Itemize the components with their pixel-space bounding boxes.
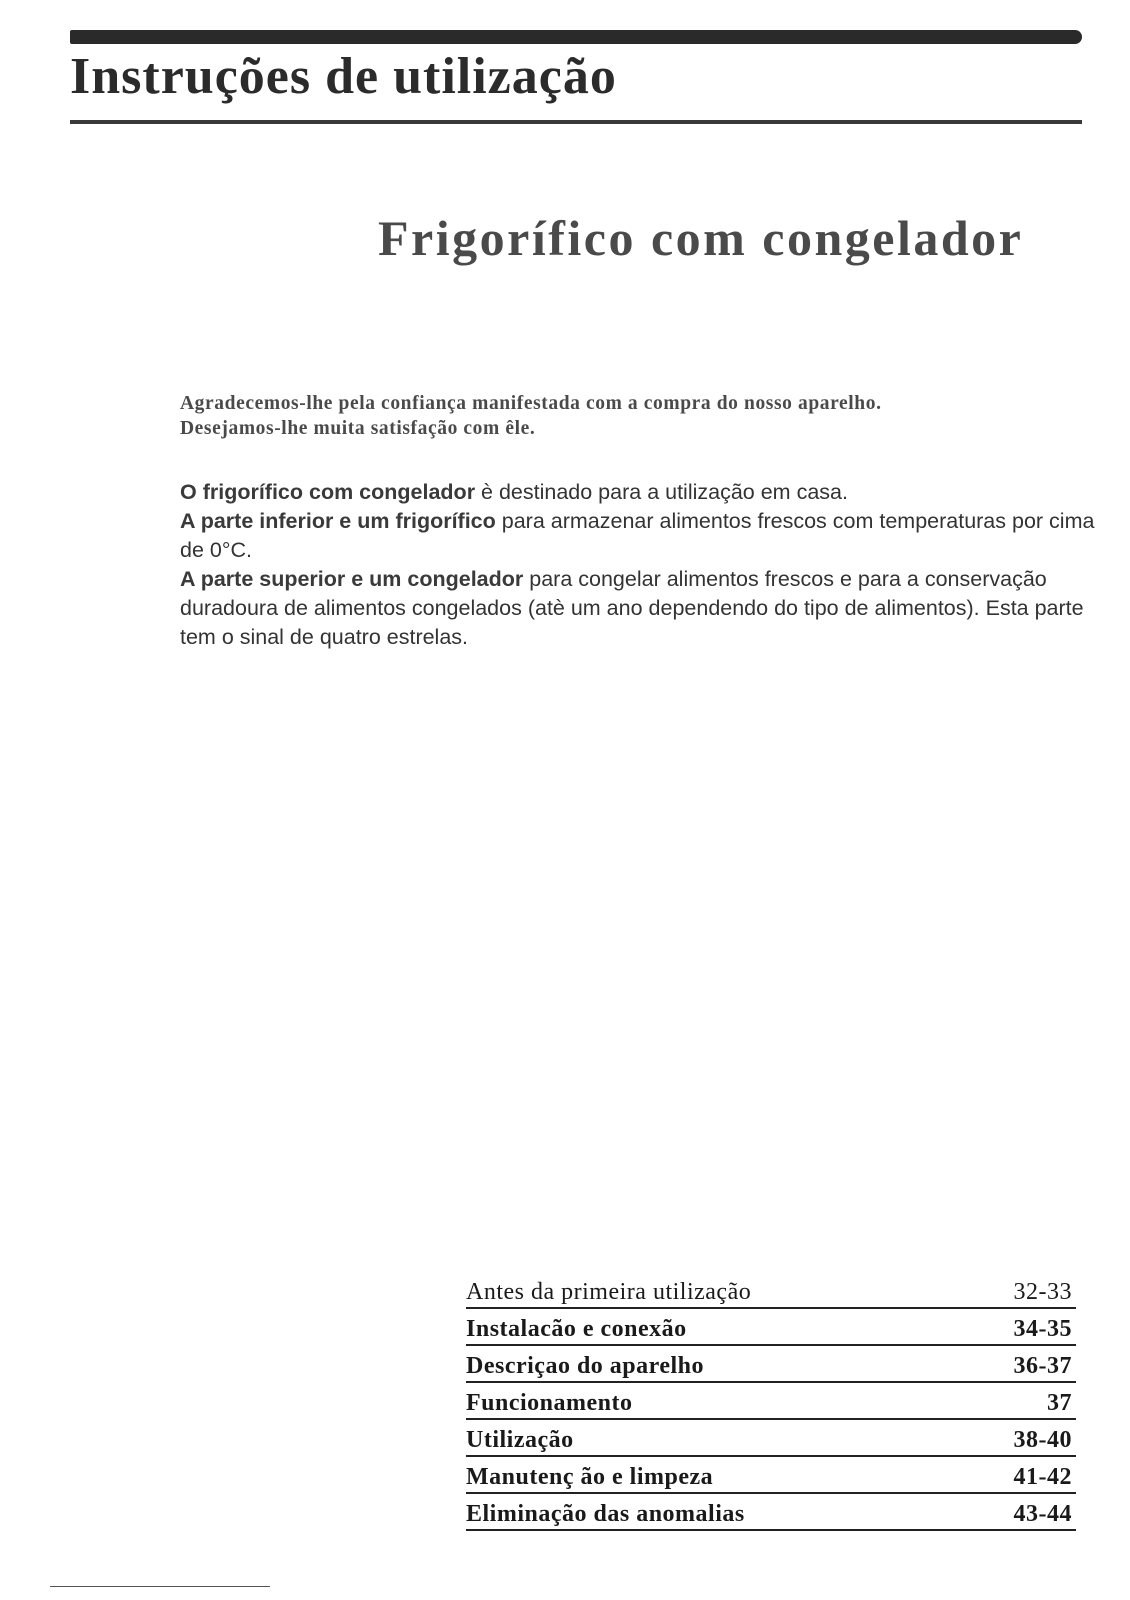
description-paragraph [180, 507, 1100, 565]
description-emphasis: A parte superior e um congelador [180, 567, 524, 591]
toc-pages: 37 [1047, 1390, 1072, 1416]
toc-row [466, 1383, 1076, 1420]
toc-label: Utilização [466, 1427, 574, 1453]
footer-rule [50, 1586, 270, 1587]
toc-pages: 32-33 [1013, 1279, 1072, 1305]
description-body: è destinado para a utilização em casa. [475, 480, 848, 504]
toc-pages: 38-40 [1013, 1427, 1072, 1453]
toc-pages: 34-35 [1013, 1316, 1072, 1342]
intro-line: Agradecemos-lhe pela confiança manifestada com a compra do nosso aparelho. [180, 393, 882, 414]
toc-label: Descriçao do aparelho [466, 1353, 705, 1379]
header-top-rule [70, 30, 1082, 44]
description-paragraph [180, 565, 1100, 652]
toc-pages: 43-44 [1013, 1501, 1072, 1527]
toc-label: Eliminação das anomalias [466, 1501, 745, 1527]
intro-line: Desejamos-lhe muita satisfação com êle. [180, 418, 536, 439]
header-bottom-rule [70, 120, 1082, 124]
toc-row [466, 1420, 1076, 1457]
toc-row [466, 1346, 1076, 1383]
toc-label: Antes da primeira utilização [466, 1279, 752, 1305]
toc-label: Instalacão e conexão [466, 1316, 687, 1342]
document-title: Frigorífico com congelador [378, 210, 1024, 266]
intro-text [180, 391, 1100, 441]
toc-row [466, 1494, 1076, 1531]
description-text [180, 478, 1100, 652]
description-paragraph [180, 478, 1100, 507]
toc-row [466, 1457, 1076, 1494]
toc-row [466, 1309, 1076, 1346]
toc-label: Funcionamento [466, 1390, 633, 1416]
description-body: para armazenar alimentos frescos com temperaturas por cima de 0°C. [180, 509, 1095, 562]
toc-row [466, 1272, 1076, 1309]
description-emphasis: A parte inferior e um frigorífico [180, 509, 496, 533]
description-emphasis: O frigorífico com congelador [180, 480, 476, 504]
toc-label: Manutenç ão e limpeza [466, 1464, 714, 1490]
table-of-contents [466, 1272, 1076, 1531]
toc-pages: 36-37 [1013, 1353, 1072, 1379]
toc-pages: 41-42 [1013, 1464, 1072, 1490]
description-body: para congelar alimentos frescos e para a conservação duradoura de alimentos congelados (atè um ano dependendo do tipo de alimentos). Esta parte tem o sinal de quatro estrelas. [180, 567, 1084, 649]
page-header-title: Instruções de utilização [70, 48, 617, 105]
